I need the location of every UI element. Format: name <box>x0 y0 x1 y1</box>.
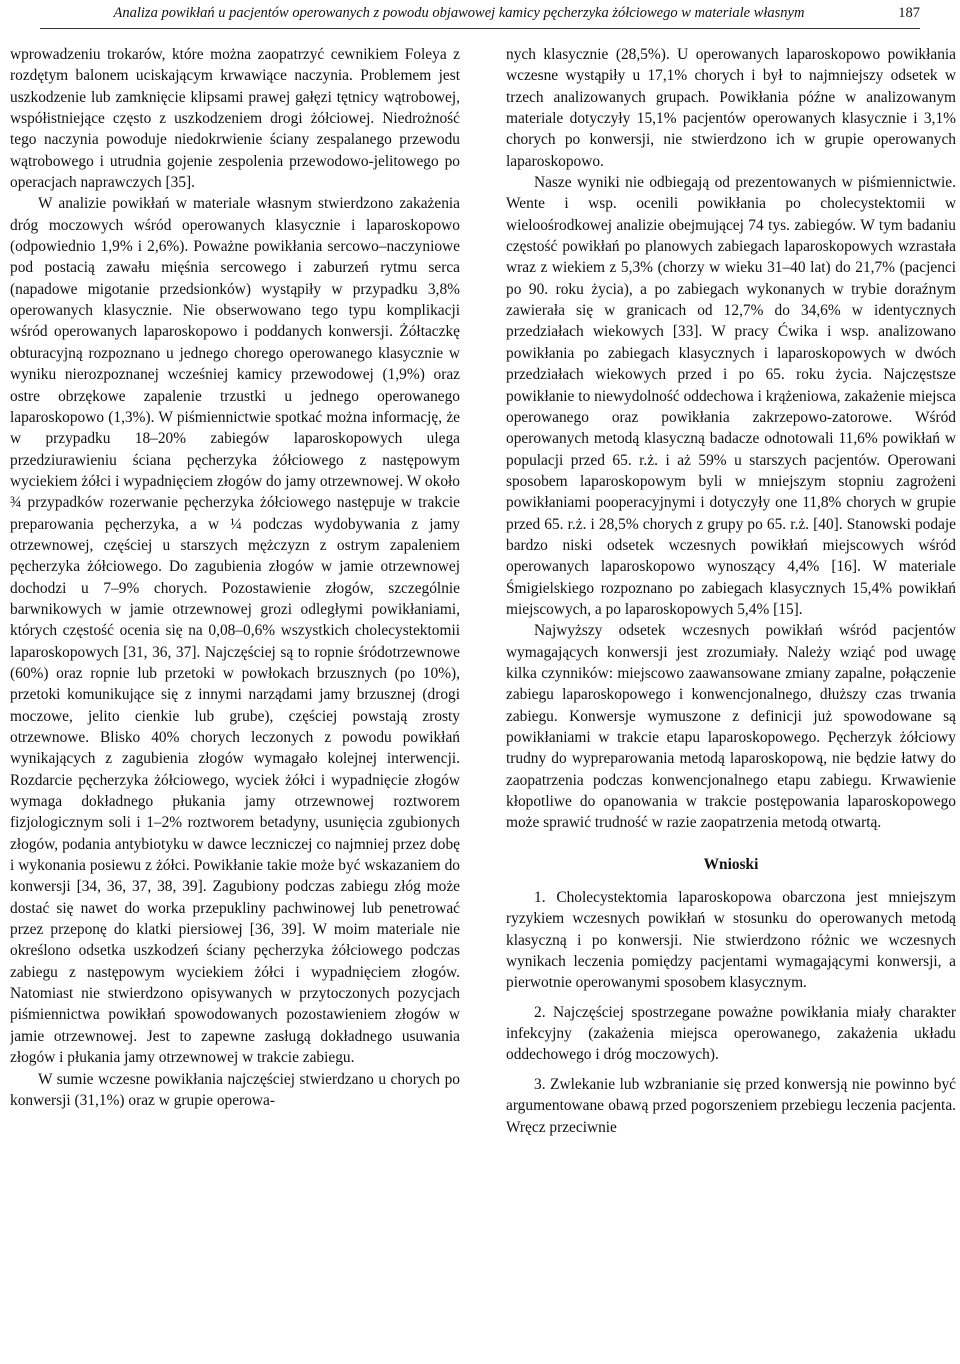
running-header <box>40 0 920 29</box>
paragraph-right-2: Nasze wyniki nie odbiegają od prezentowanych w piśmiennictwie. Wente i wsp. ocenili powikłania po cholecystektomii w wieloośrodkowej analizie obejmującej 74 tys. zabiegów. W tym badaniu częstość powikłań po planowych zabiegach laparoskopowych wzrastała wraz z wiekiem z 5,3% (chorzy w wieku 31–40 lat) do 21,7% (pacjenci po 90. roku życia), a po zabiegach wykonanych w trybie doraźnym zawierała się w granicach od 12,7% do 34,6% w identycznych przedziałach wiekowych [33]. W pracy Ćwika i wsp. analizowano powikłania po zabiegach klasycznych i laparoskopowych w dwóch przedziałach wiekowych przed i po 65. roku życia. Najczęstsze powikłanie to niewydolność oddechowa i krążeniowa, zakażenie miejsca operowanego oraz powikłania zakrzepowo-zatorowe. Wśród operowanych metodą klasyczną badacze odnotowali 11,6% powikłań w populacji przed 65. r.ż. i aż 59% u starszych pacjentów. Operowani sposobem laparoskopowym byli w mniejszym stopniu zagrożeni powikłaniami pooperacyjnymi i dotyczyły one 11,8% chorych w grupie przed 65. r.ż. i 28,5% chorych z grupy po 65. r.ż. [40]. Stanowski podaje bardzo niski odsetek wczesnych powikłań miejscowych wśród operowanych laparoskopowo wynoszący 4,4% [16]. W materiale Śmigielskiego rozpoznano po zabiegach klasycznych 15,4% powikłań miejscowych, a po laparoskopowych 5,4% [15]. <box>506 174 956 618</box>
paragraph-left-1: wprowadzeniu trokarów, które można zaopatrzyć cewnikiem Foleya z rozdętym balonem uciskającym krwawiące naczynia. Problemem jest uszkodzenie lub zamknięcie klipsami prawej gałęzi tętnicy wątrobowej, współistniejące często z uszkodzeniem drogi żółciowej. Niedrożność tego naczynia powoduje niedokrwienie ściany zespalanego przewodu wątrobowego i utrudnia gojenie zespolenia przewodowo-jelitowego po operacjach naprawczych [35]. <box>10 46 460 192</box>
conclusion-2: 2. Najczęściej spostrzegane poważne powikłania miały charakter infekcyjny (zakażenia miejsca operowanego, zakażenia układu oddechowego i dróg moczowych). <box>506 1003 956 1064</box>
left-column <box>10 44 460 1362</box>
paragraph-left-2: W analizie powikłań w materiale własnym stwierdzono zakażenia dróg moczowych wśród operowanych klasycznie i laparoskopowo (odpowiednio 1,9% i 2,6%). Poważne powikłania sercowo–naczyniowe pod postacią zawału mięśnia sercowego i zaburzeń rytmu serca (napadowe migotanie przedsionków) wystąpiły w przypadku 3,8% operowanych klasycznie. Nie obserwowano tego typu komplikacji wśród operowanych laparoskopowo i poddanych konwersji. Żółtaczkę obturacyjną rozpoznano u jednego chorego operowanego klasycznie w wyniku nierozpoznanej wcześniej kamicy przewodowej (1,9%) oraz ostre obrzękowe zapalenie trzustki u jednego operowanego laparoskopowo (1,3%). W piśmiennictwie spotkać można informację, że w przypadku 18–20% zabiegów laparoskopowych ulega przedziurawieniu ściana pęcherzyka żółciowego z następowym wyciekiem żółci i wypadnięciem złogów do jamy otrzewnowej. W około ¾ przypadków rozerwanie pęcherzyka żółciowego następuje w trakcie preparowania pęcherzyka, a w ¼ podczas wydobywania z jamy otrzewnowej, częściej u starszych mężczyzn z ostrym zapaleniem pęcherzyka żółciowego. Do zagubienia złogów w jamie otrzewnowej dochodzi u 7–9% chorych. Pozostawienie złogów, szczególnie barwnikowych w jamie otrzewnowej grozi odległymi powikłaniami, których częstość ocenia się na 0,08–0,6% wszystkich cholecystektomii laparoskopowych [31, 36, 37]. Najczęściej są to ropnie śródotrzewnowe (60%) oraz ropnie lub przetoki w powłokach brzusznych (po 10%), przetoki komunikujące się z innymi narządami jamy brzusznej (drogi moczowe, jelito cienkie lub grube), częściej powstają zrosty otrzewnowe. Blisko 40% chorych leczonych z powodu powikłań wynikających z zagubienia złogów wymagało kolejnej interwencji. Rozdarcie pęcherzyka żółciowego, wyciek żółci i wypadnięcie złogów wymaga dokładnego płukania jamy otrzewnowej roztworem fizjologicznym soli i 1–2% roztworem betadyny, usunięcia zgubionych złogów, podania antybiotyku w dawce leczniczej co najmniej przez dobę i wykonania posiewu z żółci. Powikłanie takie może być wskazaniem do konwersji [34, 36, 37, 38, 39]. Zagubiony podczas zabiegu złóg może dostać się nawet do worka przepukliny pachwinowej lub penetrować przez przeponę do klatki piersiowej [36, 39]. W moim materiale nie określono odsetka uszkodzeń ściany pęcherzyka żółciowego podczas zabiegu z następowym wyciekiem żółci i wypadnięciem złogów. Natomiast nie stwierdzono opisywanych w przytoczonych pozycjach piśmiennictwa powikłań spowodowanych pozostawieniem złogów w jamie otrzewnowej. Jest to zapewne zasługą dokładnego usuwania złogów i płukania jamy otrzewnowej w trakcie zabiegu. <box>10 195 460 1067</box>
conclusion-3: 3. Zwlekanie lub wzbranianie się przed konwersją nie powinno być argumentowane obawą przed pogorszeniem przebiegu leczenia pacjenta. Wręcz przeciwnie <box>506 1075 956 1136</box>
section-title-conclusions: Wnioski <box>703 855 759 873</box>
paragraph-right-1: nych klasycznie (28,5%). U operowanych laparoskopowo powikłania wczesne wystąpiły u 17,1% chorych i był to najmniejszy odsetek w trzech analizowanych grupach. Powikłania późne w analizowanym materiale dotyczyły 15,1% pacjentów operowanych klasycznie i 3,1% chorych po konwersji, nie stwierdzono ich w grupie operowanych laparoskopowo. <box>506 46 956 170</box>
paragraph-right-3: Najwyższy odsetek wczesnych powikłań wśród pacjentów wymagających konwersji jest zrozumiały. Należy wziąć pod uwagę kilka czynników: miejscowo zaawansowane zmiany zapalne, połączenie zabiegu laparoskopowego i konwencjonalnego, dłuższy czas trwania zabiegu. Konwersje wymuszone z definicji już spowodowane są powikłaniami w trakcie etapu laparoskopowego. Pęcherzyk żółciowy trudny do wypreparowania metodą laparoskopową, nie będzie łatwy do zaopatrzenia podczas konwencjonalnego etapu zabiegu. Krwawienie kłopotliwe do opanowania w trakcie postępowania laparoskopowego może sprawić trudność w razie zaopatrzenia metodą otwartą. <box>506 622 956 832</box>
conclusion-1: 1. Cholecystektomia laparoskopowa obarczona jest mniejszym ryzykiem wczesnych powikłań w stosunku do operowanych metodą klasyczną i po konwersji. Nie stwierdzono różnic we wczesnych wynikach leczenia pomiędzy pacjentami wymagającymi konwersji, a pierwotnie operowanymi sposobem klasycznym. <box>506 889 956 992</box>
paragraph-left-3: W sumie wczesne powikłania najczęściej stwierdzano u chorych po konwersji (31,1%) oraz w grupie operowa- <box>10 1070 460 1109</box>
right-column <box>506 44 956 1362</box>
running-header-title: Analiza powikłań u pacjentów operowanych z powodu objawowej kamicy pęcherzyka żółciowego w materiale własnym <box>113 5 805 21</box>
page-number: 187 <box>898 5 920 21</box>
